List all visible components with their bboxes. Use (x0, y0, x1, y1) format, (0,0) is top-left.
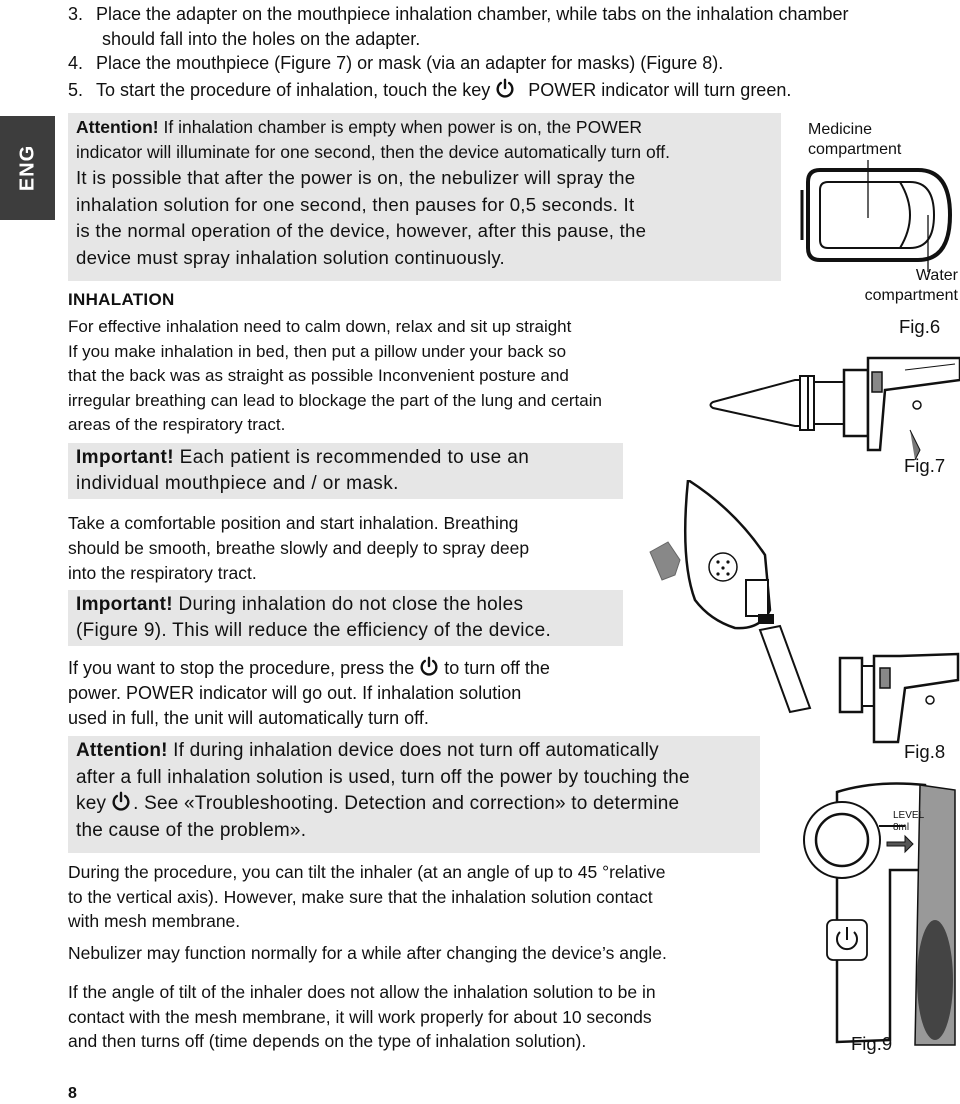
fig8-caption: Fig.8 (904, 741, 946, 762)
attention-1-line-1: Attention! If inhalation chamber is empty when power is on, the POWER (76, 117, 643, 137)
step-3: 3. Place the adapter on the mouthpiece inhalation chamber, while tabs on the inhalation chamber (68, 4, 849, 24)
inhalation-paragraph: For effective inhalation need to calm down, relax and sit up straight If you make inhalation in bed, then put a pillow under your back so that the back was as straight as possible Inconvenient posture and irregular breathing can lead to blockage the part of the lung and certain areas of the respiratory tract. (68, 317, 602, 435)
attention-1-line-3: It is possible that after the power is on, the nebulizer will spray the (76, 167, 636, 188)
page-number: 8 (68, 1085, 77, 1102)
step-5: 5. To start the procedure of inhalation, touch the key POWER indicator will turn green. (68, 79, 792, 100)
fig9-caption: Fig.9 (851, 1033, 893, 1054)
fig8-mask-drawing (640, 480, 960, 750)
attention-1-line-6: device must spray inhalation solution continuously. (76, 246, 505, 268)
section-heading-inhalation: INHALATION (68, 290, 175, 309)
step-3-cont: should fall into the holes on the adapter. (102, 28, 421, 49)
step-4: 4. Place the mouthpiece (Figure 7) or mask (via an adapter for masks) (Figure 8). (68, 53, 724, 73)
position-paragraph: Take a comfortable position and start inhalation. Breathing should be smooth, breathe slowly and deeply to spray deep into the respiratory tract. (68, 513, 530, 583)
fig9-device-drawing (795, 780, 960, 1050)
language-tab-label: ENG (16, 144, 38, 192)
steps-list (68, 2, 960, 102)
attention-1-line-5: is the normal operation of the device, however, after this pause, the (76, 220, 647, 241)
attention-1-line-2: indicator will illuminate for one second, then the device automatically turn off. (76, 142, 671, 162)
tilt-paragraph: During the procedure, you can tilt the inhaler (at an angle of up to 45 °relative to the vertical axis). However, make sure that the inhalation solution contact with mesh membrane. (68, 862, 666, 931)
fig6-medicine-label: Medicine compartment (808, 121, 902, 158)
power-icon (494, 78, 516, 100)
angle-paragraph: Nebulizer may function normally for a while after changing the device’s angle. (68, 943, 667, 963)
fig9-level-label: LEVEL 8ml (893, 810, 925, 833)
important-box-1: Important! Each patient is recommended to use an individual mouthpiece and / or mask. (68, 443, 623, 499)
fig6-caption: Fig.6 (899, 316, 941, 337)
angle-paragraph-2: If the angle of tilt of the inhaler does not allow the inhalation solution to be in contact with the mesh membrane, it will work properly for about 10 seconds and then turns off (time depends on the type of inhalation solution). (68, 982, 656, 1051)
attention-box-1 (68, 113, 781, 281)
stop-paragraph: If you want to stop the procedure, press the to turn off the power. POWER indicator will go out. If inhalation solution used in full, the unit will automatically turn off. (68, 658, 550, 728)
attention-box-2: Attention! If during inhalation device does not turn off automatically after a full inhalation solution is used, turn off the power by touching the key . See «Troubleshooting. Detection and correction» to determine the cause of the problem». (68, 736, 760, 853)
power-icon (418, 656, 440, 678)
attention-1-line-4: inhalation solution for one second, then pauses for 0,5 seconds. It (76, 193, 635, 215)
fig7-caption: Fig.7 (904, 455, 946, 476)
language-tab (0, 116, 55, 220)
important-box-2: Important! During inhalation do not close the holes (Figure 9). This will reduce the efficiency of the device. (68, 590, 623, 646)
fig7-mouthpiece-drawing (705, 350, 960, 460)
power-icon (110, 791, 132, 813)
fig6-chamber-drawing (800, 160, 960, 280)
fig6-water-label: Water compartment (864, 267, 958, 304)
